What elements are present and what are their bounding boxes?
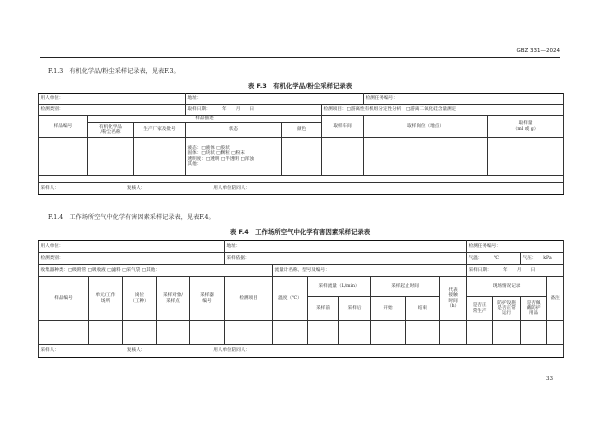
f3-col-state: 状态 [186,123,282,138]
f4-cell-empty [308,321,339,345]
f3-col-color: 颜色 [282,123,322,138]
f4-signature-row [39,345,564,358]
f4-cell-empty [371,321,406,345]
f4-cell-empty [406,321,440,345]
f4-col-site-ppe: 是否佩 戴防护 用品 [521,297,547,321]
f3-col-sample-no: 样品编号 [39,116,88,138]
f4-col-site-prod: 是否正 常生产 [467,297,493,321]
table-f4 [38,240,564,358]
f3-cell-empty [134,138,186,176]
f3-employer-label: 用人单位： [39,94,186,105]
header-rule [40,57,560,58]
f4-cell-empty [123,321,157,345]
f4-cell-empty [273,321,308,345]
f4-col-time-end: 结束 [406,297,440,321]
f4-category-label: 检测类别： [39,253,225,265]
f4-employer-label: 用人单位： [39,241,225,253]
f3-col-post: 取样岗位（地点） [364,116,488,138]
f4-col-flow: 采样流量（L/min） [308,277,371,297]
f4-cell-empty [39,321,89,345]
f3-col-chem-name: 有机化学品 /粉尘名称 [88,123,134,138]
f3-blank-row [39,176,564,183]
f3-cell-empty [364,138,488,176]
f3-cell-empty [488,138,564,176]
f4-instrument-label: 流量计名称、型号及编号： [273,265,467,277]
f3-signature-row [39,183,564,195]
table-f3 [38,93,564,195]
f3-reviewer-label: 复核人： [126,185,146,191]
f4-basis-label: 采样依据： [225,253,467,265]
page-number: 33 [546,376,553,382]
f3-cell-empty [322,138,364,176]
f4-date-label: 采样日期： 年 月 日 [467,265,564,277]
f3-escort-label: 用人单位陪同人： [213,185,251,191]
f4-pressure-label: 气压： kPa [521,253,564,265]
f4-col-device-no: 采样器 编号 [190,277,225,321]
f4-col-flow-after: 采样后 [339,297,371,321]
f4-sampler-label: 采样人： [40,348,59,354]
f3-date-label: 取样日期： 年 月 日 [186,105,322,116]
f4-col-post: 岗位 （工种） [123,277,157,321]
table-f4-caption: 表 F.4 工作场所空气中化学有害因素采样记录表 [229,228,371,236]
f4-cell-empty [225,321,273,345]
f4-col-unit: 单元/工作 场所 [89,277,123,321]
f3-col-place: 取样车间 [322,116,364,138]
f3-address-label: 地址： [186,94,364,105]
f4-col-site: 现场情况记录 [467,277,547,297]
f3-category-label: 检测类别： [39,105,186,116]
f4-cell-empty [493,321,521,345]
f3-col-amount: 取样量 （ml 或 g） [488,116,564,138]
f3-cell-empty [282,138,322,176]
f4-cell-empty [339,321,371,345]
f3-col-maker: 生产厂家及批号 [134,123,186,138]
f4-address-label: 地址： [225,241,467,253]
f3-cell-empty [39,138,88,176]
f4-cell-empty [190,321,225,345]
f4-cell-empty [440,321,467,345]
f4-reviewer-label: 复核人： [126,348,146,354]
f4-col-flow-before: 采样前 [308,297,339,321]
f4-col-time: 采样起止时间 [371,277,440,297]
standard-code: GBZ 331—2024 [516,48,560,54]
f4-cell-empty [157,321,190,345]
f4-cell-empty [89,321,123,345]
f3-sampler-label: 采样人： [40,185,59,191]
f4-col-remark: 备注 [547,277,564,321]
f4-col-site-protect: 防护设施 是否正常 运行 [493,297,521,321]
f3-cell-empty [88,138,134,176]
table-f3-caption: 表 F.3 有机化学品/粉尘采样记录表 [247,82,353,90]
f4-task-no-label: 检测任务编号： [467,241,564,253]
f4-col-sample-no: 样品编号 [39,277,89,321]
f3-task-no-label: 检测任务编号： [364,94,564,105]
f4-cell-empty [521,321,547,345]
f4-cell-empty [547,321,564,345]
f4-col-target: 采样对象/ 采样点 [157,277,190,321]
section-f13-text: F.1.3 有机化学品/粉尘采样记录表，见表F.3。 [48,68,180,75]
section-f14-text: F.1.4 工作场所空气中化学有害因素采样记录表，见表F.4。 [48,214,215,221]
f3-col-desc: 样品描述 [88,116,322,123]
f3-items-label: 检测项目：□游离性有机组分定性分析 □游离二氧化硅含量测定 [322,105,564,116]
f4-col-item: 检测项目 [225,277,273,321]
f4-escort-label: 用人单位陪同人： [213,348,251,354]
f4-col-temp: 温度（℃） [273,277,308,321]
f4-collector-type-label: 收集器种类：□吸附管 □吸收液 □滤料 □采气袋 □其他： [39,265,273,277]
f3-state-options: 液态：□液体 □胶状 固体：□块状 □颗粒 □粉末 透明度：□透明 □半透明 □浑浊 其他： [186,138,282,176]
f4-col-exposure: 代表 接触 时间 （h） [440,277,467,321]
f4-temperature-label: 气温： ℃ [467,253,521,265]
f4-col-time-start: 开始 [371,297,406,321]
f4-cell-empty [467,321,493,345]
